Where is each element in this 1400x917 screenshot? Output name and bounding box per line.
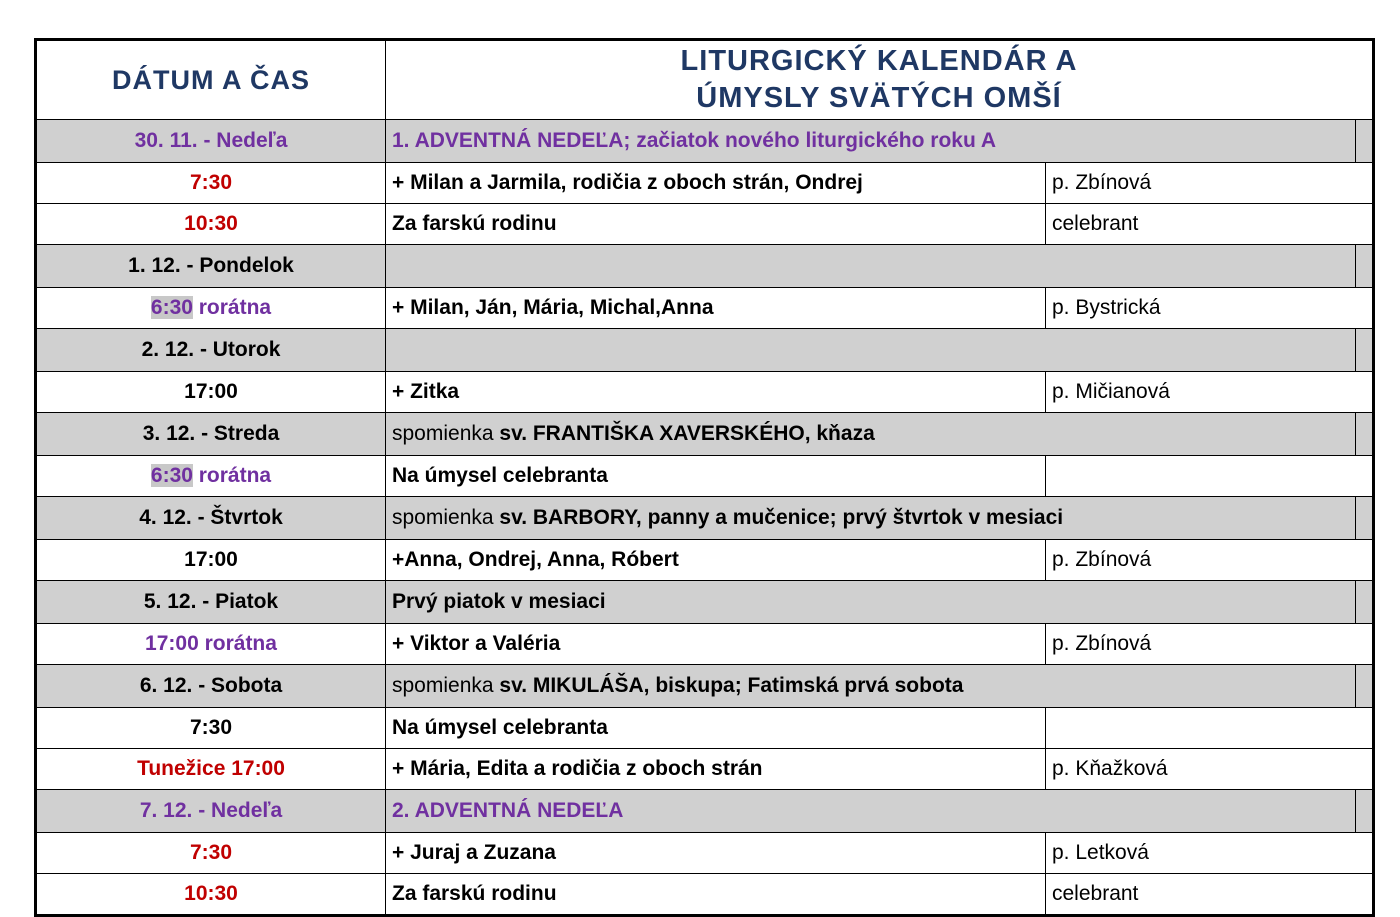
- day-date-cell: 4. 12. - Štvrtok: [36, 497, 386, 540]
- day-row: [36, 120, 1374, 163]
- day-date-cell: 1. 12. - Pondelok: [36, 245, 386, 288]
- mass-time-cell: [36, 456, 386, 497]
- mass-row: [36, 288, 1374, 329]
- day-row: [36, 329, 1374, 372]
- mass-time-cell: 7:30: [36, 833, 386, 874]
- mass-row: [36, 749, 1374, 790]
- mass-intention-cell: Za farskú rodinu: [386, 204, 1046, 245]
- day-date-cell: 7. 12. - Nedeľa: [36, 790, 386, 833]
- day-date-cell: 3. 12. - Streda: [36, 413, 386, 456]
- day-description-cell: [386, 413, 1356, 456]
- mass-row: [36, 540, 1374, 581]
- mass-time-cell: 10:30: [36, 874, 386, 916]
- mass-time-cell: 7:30: [36, 163, 386, 204]
- mass-row: [36, 833, 1374, 874]
- celebrant-cell: p. Mičianová: [1046, 372, 1374, 413]
- day-row: [36, 790, 1374, 833]
- row-tail-cell: [1356, 120, 1374, 163]
- day-description-emphasis: sv. MIKULÁŠA, biskupa; Fatimská prvá sobota: [499, 674, 964, 698]
- mass-intention-cell: + Mária, Edita a rodičia z oboch strán: [386, 749, 1046, 790]
- celebrant-cell: celebrant: [1046, 204, 1374, 245]
- celebrant-cell: p. Zbínová: [1046, 163, 1374, 204]
- mass-intention-cell: + Viktor a Valéria: [386, 624, 1046, 665]
- day-date-cell: 5. 12. - Piatok: [36, 581, 386, 624]
- time-highlight: 6:30: [150, 296, 193, 320]
- row-tail-cell: [1356, 329, 1374, 372]
- header-title-line2: ÚMYSLY SVÄTÝCH OMŠÍ: [696, 82, 1062, 115]
- celebrant-cell: p. Letková: [1046, 833, 1374, 874]
- day-date-cell: 2. 12. - Utorok: [36, 329, 386, 372]
- day-row: [36, 413, 1374, 456]
- row-tail-cell: [1356, 665, 1374, 708]
- celebrant-cell: [1046, 708, 1374, 749]
- mass-intention-cell: Na úmysel celebranta: [386, 708, 1046, 749]
- mass-intention-cell: + Zitka: [386, 372, 1046, 413]
- header-title-cell: [386, 40, 1374, 120]
- mass-row: [36, 624, 1374, 665]
- mass-row: [36, 708, 1374, 749]
- day-description-cell: [386, 245, 1356, 288]
- day-date-cell: 30. 11. - Nedeľa: [36, 120, 386, 163]
- day-description-emphasis: sv. BARBORY, panny a mučenice; prvý štvrtok v mesiaci: [499, 506, 1064, 530]
- time-suffix: rorátna: [192, 464, 272, 488]
- mass-time-cell: 17:00: [36, 372, 386, 413]
- mass-intention-cell: + Juraj a Zuzana: [386, 833, 1046, 874]
- mass-time-cell: 10:30: [36, 204, 386, 245]
- day-description-cell: [386, 329, 1356, 372]
- day-date-cell: 6. 12. - Sobota: [36, 665, 386, 708]
- celebrant-cell: p. Bystrická: [1046, 288, 1374, 329]
- row-tail-cell: [1356, 581, 1374, 624]
- mass-intention-cell: Na úmysel celebranta: [386, 456, 1046, 497]
- celebrant-cell: p. Kňažková: [1046, 749, 1374, 790]
- mass-intention-cell: + Milan a Jarmila, rodičia z oboch strán, Ondrej: [386, 163, 1046, 204]
- day-description-prefix: spomienka: [392, 674, 500, 698]
- day-row: [36, 665, 1374, 708]
- liturgical-schedule-table: [34, 38, 1375, 917]
- mass-intention-cell: Za farskú rodinu: [386, 874, 1046, 916]
- row-tail-cell: [1356, 245, 1374, 288]
- mass-row: [36, 874, 1374, 916]
- row-tail-cell: [1356, 497, 1374, 540]
- mass-time-cell: 17:00: [36, 540, 386, 581]
- mass-intention-cell: +Anna, Ondrej, Anna, Róbert: [386, 540, 1046, 581]
- day-description-cell: 2. ADVENTNÁ NEDEĽA: [386, 790, 1356, 833]
- day-description-cell: Prvý piatok v mesiaci: [386, 581, 1356, 624]
- mass-row: [36, 163, 1374, 204]
- mass-intention-cell: + Milan, Ján, Mária, Michal,Anna: [386, 288, 1046, 329]
- header-title-line1: LITURGICKÝ KALENDÁR A: [680, 45, 1078, 77]
- celebrant-cell: p. Zbínová: [1046, 624, 1374, 665]
- header-date-cell: DÁTUM A ČAS: [36, 40, 386, 120]
- day-description-cell: [386, 665, 1356, 708]
- mass-time-cell: Tunežice 17:00: [36, 749, 386, 790]
- row-tail-cell: [1356, 790, 1374, 833]
- day-description-prefix: spomienka: [392, 506, 500, 530]
- day-description-cell: 1. ADVENTNÁ NEDEĽA; začiatok nového liturgického roku A: [386, 120, 1356, 163]
- mass-row: [36, 456, 1374, 497]
- schedule-table-body: [36, 40, 1374, 916]
- celebrant-cell: celebrant: [1046, 874, 1374, 916]
- time-highlight: 6:30: [150, 464, 193, 488]
- mass-time-cell: 7:30: [36, 708, 386, 749]
- mass-time-cell: 17:00 rorátna: [36, 624, 386, 665]
- mass-time-cell: [36, 288, 386, 329]
- day-description-emphasis: sv. FRANTIŠKA XAVERSKÉHO, kňaza: [499, 422, 875, 446]
- time-suffix: rorátna: [192, 296, 272, 320]
- day-row: [36, 245, 1374, 288]
- mass-row: [36, 372, 1374, 413]
- day-description-prefix: spomienka: [392, 422, 500, 446]
- celebrant-cell: p. Zbínová: [1046, 540, 1374, 581]
- table-header-row: [36, 40, 1374, 120]
- day-row: [36, 581, 1374, 624]
- day-description-cell: [386, 497, 1356, 540]
- mass-row: [36, 204, 1374, 245]
- row-tail-cell: [1356, 413, 1374, 456]
- day-row: [36, 497, 1374, 540]
- celebrant-cell: [1046, 456, 1374, 497]
